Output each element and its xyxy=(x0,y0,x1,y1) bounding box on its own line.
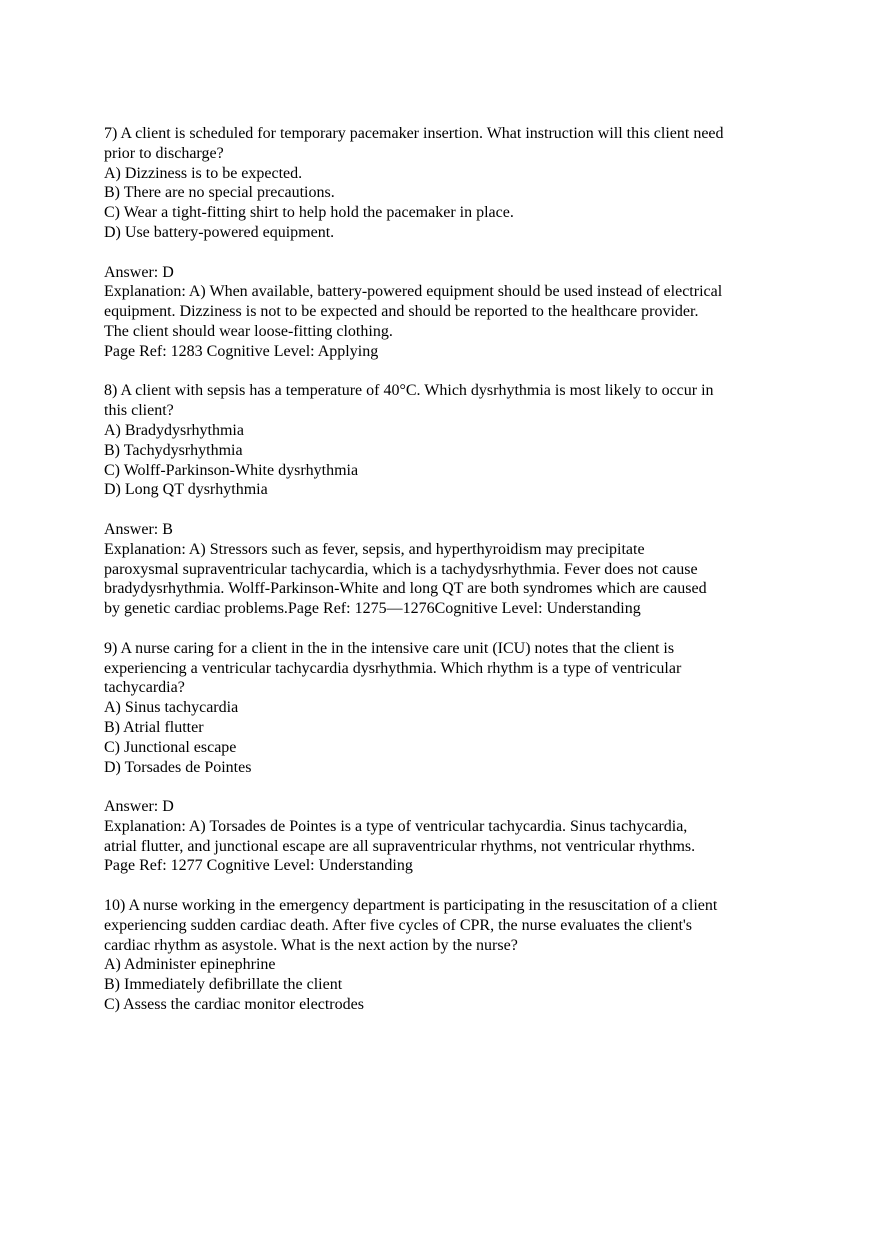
explanation-text: bradydysrhythmia. Wolff-Parkinson-White and long QT are both syndromes which are caused xyxy=(104,580,707,598)
question-text: experiencing sudden cardiac death. After five cycles of CPR, the nurse evaluates the client's xyxy=(104,916,692,934)
question-text: 9) A nurse caring for a client in the in the intensive care unit (ICU) notes that the client is xyxy=(104,639,675,657)
explanation-text: Explanation: A) Torsades de Pointes is a type of ventricular tachycardia. Sinus tachycardia, xyxy=(104,817,688,835)
answer-key: Answer: B xyxy=(104,520,173,538)
spacer xyxy=(104,500,794,520)
explanation-text: by genetic cardiac problems.Page Ref: 1275—1276Cognitive Level: Understanding xyxy=(104,600,641,618)
answer-option: A) Bradydysrhythmia xyxy=(104,421,244,439)
question-text: this client? xyxy=(104,402,174,420)
explanation-text: Explanation: A) Stressors such as fever, sepsis, and hyperthyroidism may precipitate xyxy=(104,540,645,558)
answer-option: B) There are no special precautions. xyxy=(104,184,335,202)
question-text: experiencing a ventricular tachycardia dysrhythmia. Which rhythm is a type of ventricular xyxy=(104,659,682,677)
explanation-text: paroxysmal supraventricular tachycardia, which is a tachydysrhythmia. Fever does not cause xyxy=(104,560,698,578)
spacer xyxy=(104,362,794,382)
spacer xyxy=(104,876,794,896)
answer-key: Answer: D xyxy=(104,798,174,816)
question-text: cardiac rhythm as asystole. What is the next action by the nurse? xyxy=(104,936,518,954)
explanation-text: The client should wear loose-fitting clothing. xyxy=(104,322,393,340)
answer-option: C) Junctional escape xyxy=(104,738,237,756)
question-block xyxy=(104,896,794,1015)
answer-option: A) Sinus tachycardia xyxy=(104,699,239,717)
answer-option: C) Wear a tight-fitting shirt to help hold the pacemaker in place. xyxy=(104,204,514,222)
question-text: 7) A client is scheduled for temporary pacemaker insertion. What instruction will this client need xyxy=(104,125,724,142)
answer-option: C) Wolff-Parkinson-White dysrhythmia xyxy=(104,461,359,479)
question-text: tachycardia? xyxy=(104,679,185,697)
answer-option: C) Assess the cardiac monitor electrodes xyxy=(104,996,364,1014)
question-block xyxy=(104,124,794,362)
spacer xyxy=(104,777,794,797)
explanation-text: atrial flutter, and junctional escape are all supraventricular rhythms, not ventricular rhythms. xyxy=(104,837,696,855)
explanation-text: equipment. Dizziness is not to be expected and should be reported to the healthcare provider. xyxy=(104,303,699,321)
question-text: prior to discharge? xyxy=(104,144,224,162)
page-ref: Page Ref: 1277 Cognitive Level: Understanding xyxy=(104,857,413,875)
answer-option: A) Dizziness is to be expected. xyxy=(104,164,303,182)
question-block xyxy=(104,381,794,619)
answer-option: B) Tachydysrhythmia xyxy=(104,441,243,459)
question-block xyxy=(104,639,794,877)
answer-option: B) Immediately defibrillate the client xyxy=(104,976,343,994)
answer-option: D) Torsades de Pointes xyxy=(104,758,252,776)
spacer xyxy=(104,619,794,639)
answer-option: B) Atrial flutter xyxy=(104,718,204,736)
document-page xyxy=(104,124,794,1015)
answer-option: A) Administer epinephrine xyxy=(104,956,276,974)
question-text: 10) A nurse working in the emergency department is participating in the resuscitation of a client xyxy=(104,897,718,915)
spacer xyxy=(104,243,794,263)
explanation-text: Explanation: A) When available, battery-powered equipment should be used instead of electrical xyxy=(104,283,723,301)
page-ref: Page Ref: 1283 Cognitive Level: Applying xyxy=(104,342,379,360)
question-text: 8) A client with sepsis has a temperature of 40°C. Which dysrhythmia is most likely to occur in xyxy=(104,382,714,400)
answer-option: D) Use battery-powered equipment. xyxy=(104,223,335,241)
answer-key: Answer: D xyxy=(104,263,174,281)
answer-option: D) Long QT dysrhythmia xyxy=(104,481,268,499)
